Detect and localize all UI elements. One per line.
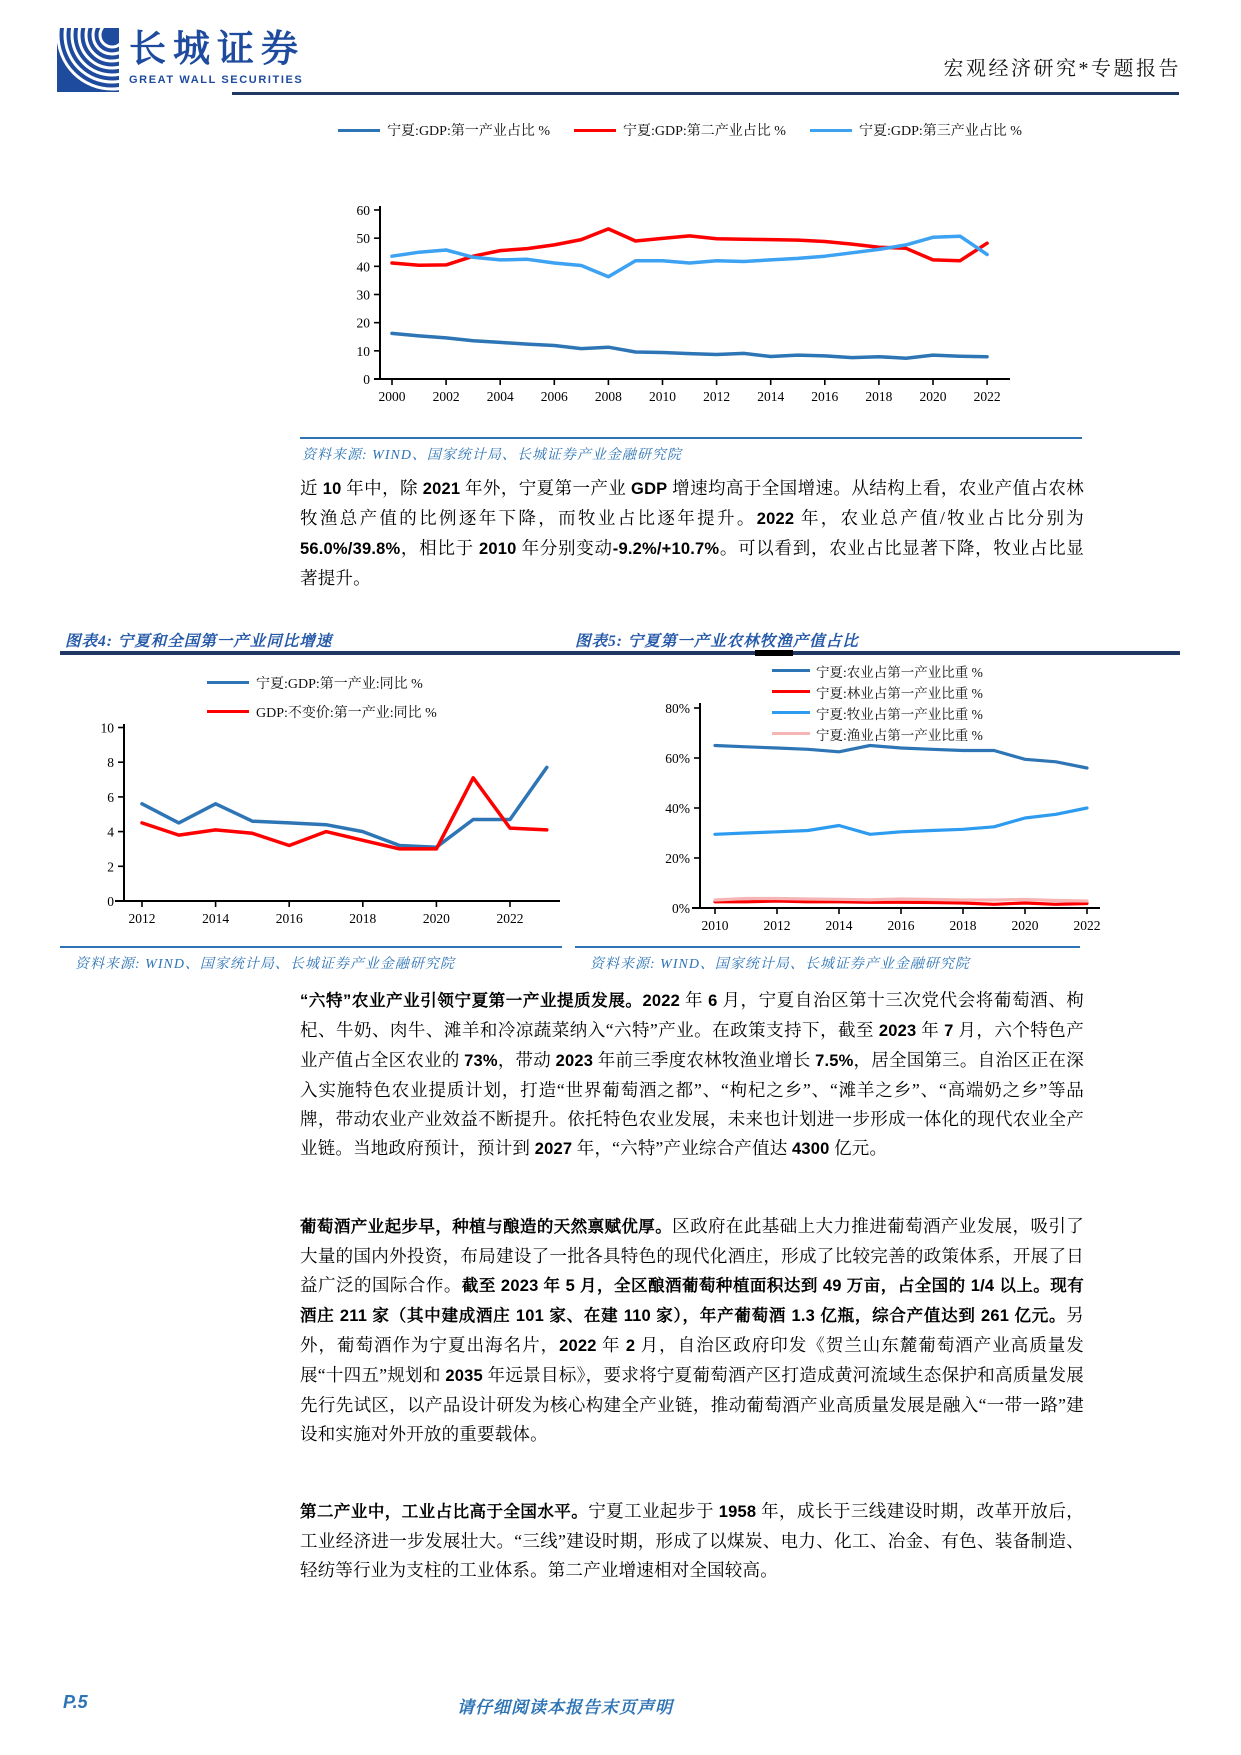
fig4-source-note: 资料来源: WIND、国家统计局、长城证券产业金融研究院 xyxy=(75,957,455,972)
text-run: 年，成长于三线建设时期，改革开放后，工业经济进一步发展壮大。“三线”建设时期，形成了以煤炭、电力、化工、冶金、有色、装备制造、轻纺等行业为支柱的工业体系。第二产业增速相对全国较高。 xyxy=(300,1501,1084,1580)
text-run: 1958 xyxy=(718,1503,757,1521)
source-note: 资料来源: WIND、国家统计局、长城证券产业金融研究院 xyxy=(302,448,682,463)
text-run: GDP xyxy=(631,480,668,498)
legend-line-swatch xyxy=(772,690,810,693)
x-tick-label: 2010 xyxy=(701,918,729,933)
text-run: 56.0%/39.8% xyxy=(300,540,401,558)
paragraph-secondary-industry xyxy=(300,1497,1084,1585)
text-run: 近 xyxy=(300,478,323,498)
y-tick-label: 20% xyxy=(665,851,690,866)
legend-line-swatch xyxy=(772,732,810,735)
text-run: 亿元。 xyxy=(829,1138,888,1158)
x-tick-label: 2022 xyxy=(973,389,1001,404)
legend-label: GDP:不变价:第一产业:同比 % xyxy=(256,705,437,721)
x-tick-label: 2008 xyxy=(594,389,622,404)
fig5-bottom-rule xyxy=(575,946,1080,948)
x-tick-label: 2000 xyxy=(378,389,406,404)
x-tick-label: 2004 xyxy=(486,389,514,404)
x-tick-label: 2010 xyxy=(649,389,676,404)
y-tick-label: 40 xyxy=(356,259,370,275)
legend-item xyxy=(207,697,437,726)
y-tick-label: 10 xyxy=(356,343,370,359)
y-tick-label: 60% xyxy=(665,751,690,766)
y-tick-label: 30 xyxy=(356,287,370,303)
fig5-legend xyxy=(772,660,983,744)
legend-line-swatch xyxy=(338,129,380,132)
x-tick-label: 2016 xyxy=(887,918,915,933)
legend-item xyxy=(772,702,983,723)
x-tick-label: 2014 xyxy=(757,389,785,404)
logo-chinese-name: 长城证券 xyxy=(129,29,305,70)
text-run: 年前三季度农林牧渔业增长 xyxy=(593,1050,816,1070)
text-run: 6 xyxy=(708,992,718,1010)
legend-label: 宁夏:GDP:第二产业占比 % xyxy=(623,124,786,139)
legend-label: 宁夏:牧业占第一产业比重 % xyxy=(816,706,983,722)
x-tick-label: 2002 xyxy=(432,389,460,404)
legend-label: 宁夏:林业占第一产业比重 % xyxy=(816,685,983,701)
text-run: ，相比于 xyxy=(400,538,479,558)
text-run: ，带动 xyxy=(497,1050,556,1070)
x-tick-label: 2012 xyxy=(128,911,156,926)
text-run: 7 xyxy=(944,1022,954,1040)
y-tick-label: 50 xyxy=(356,231,370,247)
text-run: 2023 xyxy=(878,1022,917,1040)
text-run: 。可以看到，农业占比显著下降，牧业占比显著提升。 xyxy=(300,538,1085,588)
x-tick-label: 2012 xyxy=(763,918,791,933)
series-line xyxy=(392,333,987,358)
text-run: 2022 xyxy=(756,510,795,528)
legend-item xyxy=(772,660,983,681)
fig4-legend xyxy=(207,668,437,726)
text-run: 2023 xyxy=(555,1052,594,1070)
text-run: 月，宁夏自治区第十三次党代会将葡萄酒、枸杞、牛奶、肉牛、滩羊和冷凉蔬菜纳入“六特”产业。在政策支持下，截至 xyxy=(300,990,1084,1040)
text-run: ，居全国第三。自治区正在深入实施特色农业提质计划，打造“世界葡萄酒之都”、“枸杞之乡”、“滩羊之乡”、“高端奶之乡”等品牌，带动农业产业效益不断提升。依托特色农业发展，未来也计划进一步形成一体化的现代农业全产业链。当地政府预计，预计到 xyxy=(300,1050,1084,1158)
figure5-title: 图表5: 宁夏第一产业农林牧渔产值占比 xyxy=(575,633,859,650)
legend-item xyxy=(574,120,786,140)
text-run: 年中，除 xyxy=(341,478,423,498)
x-tick-label: 2018 xyxy=(349,911,377,926)
industry-share-chart xyxy=(330,170,1030,415)
legend-item xyxy=(810,120,1022,140)
text-run: 年外，宁夏第一产业 xyxy=(460,478,632,498)
legend-label: 宁夏:GDP:第三产业占比 % xyxy=(858,124,1022,139)
logo-text xyxy=(129,28,305,86)
y-tick-label: 4 xyxy=(107,824,114,840)
text-run: 年分别变动 xyxy=(516,538,613,558)
text-run: 截至 2023 年 5 月，全区酿酒葡萄种植面积达到 49 万亩，占全国的 1/4 以上。现有酒庄 211 家（其中建成酒庄 101 家、在建 110 家），年产葡萄酒 1.3 亿瓶，综合产值达到 261 亿元。 xyxy=(300,1277,1084,1325)
text-run: 宁夏工业起步于 xyxy=(588,1501,719,1521)
text-run: 10 xyxy=(322,480,342,498)
text-run: 区政府在此基础上大力推进葡萄酒产业发展，吸引了大量的国内外投资，布局建设了一批各具特色的现代化酒庄，形成了比较完善的政策体系，开展了日益广泛的国际合作。 xyxy=(300,1216,1084,1295)
text-run: 2010 xyxy=(478,540,517,558)
text-run: “六特”农业产业引领宁夏第一产业提质发展。 xyxy=(300,992,643,1010)
footer-page-number: P.5 xyxy=(63,1692,88,1712)
text-run: 2027 xyxy=(534,1140,573,1158)
legend-item xyxy=(207,668,437,697)
logo-english-name: GREAT WALL SECURITIES xyxy=(129,74,304,86)
text-run: 月，自治区政府印发《贺兰山东麓葡萄酒产业高质量发展“十四五”规划和 xyxy=(300,1335,1084,1385)
legend-label: 宁夏:GDP:第一产业:同比 % xyxy=(256,676,423,692)
legend-line-swatch xyxy=(207,710,249,713)
report-type-label: 宏观经济研究*专题报告 xyxy=(943,58,1181,80)
x-tick-label: 2020 xyxy=(919,389,947,404)
x-tick-label: 2020 xyxy=(1011,918,1039,933)
x-tick-label: 2018 xyxy=(949,918,977,933)
paragraph-liute-industry xyxy=(300,986,1084,1164)
x-tick-label: 2014 xyxy=(825,918,853,933)
legend-line-swatch xyxy=(574,129,616,132)
y-tick-label: 2 xyxy=(107,859,114,875)
series-line xyxy=(715,901,1087,904)
x-tick-label: 2016 xyxy=(811,389,839,404)
header-divider-rule xyxy=(232,92,1179,95)
text-run: 第二产业中，工业占比高于全国水平。 xyxy=(300,1503,589,1521)
text-run: -9.2%/+10.7% xyxy=(612,540,720,558)
text-run: 2022 xyxy=(559,1337,597,1355)
fig4-bottom-rule xyxy=(60,946,562,948)
y-tick-label: 40% xyxy=(665,801,690,816)
text-run: 4300 xyxy=(792,1140,830,1158)
paragraph-growth-structure xyxy=(300,474,1084,593)
text-run: 2 xyxy=(625,1337,636,1355)
text-run: 2021 xyxy=(422,480,461,498)
legend-item xyxy=(772,723,983,744)
series-line xyxy=(715,746,1087,769)
x-tick-label: 2014 xyxy=(202,911,230,926)
x-tick-label: 2018 xyxy=(865,389,893,404)
legend-label: 宁夏:渔业占第一产业比重 % xyxy=(816,727,983,743)
figure-bottom-rule xyxy=(300,437,1082,439)
paragraph-wine-industry xyxy=(300,1212,1084,1449)
text-run: 另外，葡萄酒作为宁夏出海名片， xyxy=(300,1305,1084,1355)
text-run: 增速均高于全国增速。从结构上看，农业产值占农林牧渔总产值的比例逐年下降，而牧业占比逐年提升。 xyxy=(300,478,1084,528)
fig5-source-note: 资料来源: WIND、国家统计局、长城证券产业金融研究院 xyxy=(590,957,970,972)
legend-item xyxy=(772,681,983,702)
y-tick-label: 20 xyxy=(356,315,370,331)
legend-line-swatch xyxy=(207,681,249,684)
text-run: 年，“六特”产业综合产值达 xyxy=(572,1138,792,1158)
legend-item xyxy=(338,120,550,140)
legend-label: 宁夏:农业占第一产业比重 % xyxy=(816,664,983,680)
y-tick-label: 0 xyxy=(107,894,114,909)
legend-label: 宁夏:GDP:第一产业占比 % xyxy=(387,124,551,139)
x-tick-label: 2016 xyxy=(275,911,303,926)
series-line xyxy=(142,778,547,849)
x-tick-label: 2022 xyxy=(1073,918,1101,933)
x-tick-label: 2022 xyxy=(496,911,524,926)
x-tick-label: 2006 xyxy=(540,389,568,404)
y-tick-label: 10 xyxy=(100,720,114,736)
text-run: 73% xyxy=(464,1052,498,1070)
footer-disclaimer: 请仔细阅读本报告末页声明 xyxy=(457,1698,673,1717)
text-run: 年 xyxy=(916,1020,945,1040)
legend-line-swatch xyxy=(772,669,810,672)
y-tick-label: 60 xyxy=(356,202,370,218)
y-tick-label: 0 xyxy=(363,372,370,387)
y-tick-label: 6 xyxy=(107,789,114,805)
text-run: 年 xyxy=(596,1335,626,1355)
text-run: 葡萄酒产业起步早，种植与酿造的天然禀赋优厚。 xyxy=(300,1218,673,1236)
text-run: 月，六个特色产业产值占全区农业的 xyxy=(300,1020,1084,1070)
text-run: 2022 xyxy=(642,992,681,1010)
text-run: 年远景目标》，要求将宁夏葡萄酒产区打造成黄河流域生态保护和高质量发展先行先试区，以产品设计研发为核心构建全产业链，推动葡萄酒产业高质量发展是融入“一带一路”建设和实施对外开放的重要载体。 xyxy=(300,1365,1085,1444)
text-run: 年，农业总产值/牧业占比分别为 xyxy=(794,508,1084,528)
industry-share-legend xyxy=(330,120,1030,140)
y-tick-label: 8 xyxy=(107,755,114,771)
text-run: 7.5% xyxy=(815,1052,854,1070)
wave-logo-icon xyxy=(57,28,119,92)
x-tick-label: 2020 xyxy=(422,911,450,926)
legend-line-swatch xyxy=(810,129,852,132)
y-tick-label: 0% xyxy=(672,901,690,916)
text-run: 年 xyxy=(680,990,709,1010)
legend-line-swatch xyxy=(772,711,810,714)
series-line xyxy=(392,236,987,277)
figure4-title: 图表4: 宁夏和全国第一产业同比增速 xyxy=(65,633,333,650)
text-run: 2035 xyxy=(445,1367,483,1385)
company-logo xyxy=(57,28,305,92)
y-tick-label: 80% xyxy=(665,701,690,716)
x-tick-label: 2012 xyxy=(703,389,731,404)
series-line xyxy=(715,808,1087,834)
